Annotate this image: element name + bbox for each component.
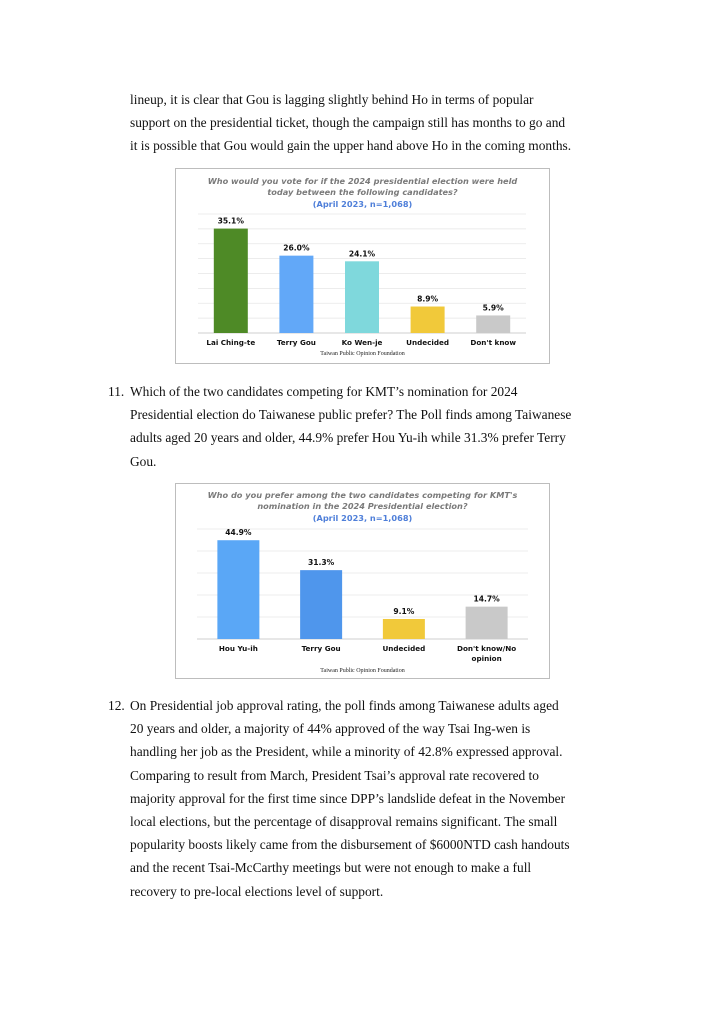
data-label: 8.9% <box>417 294 439 304</box>
tick-label: Don't know/No <box>457 644 517 653</box>
bar <box>466 607 508 639</box>
text-line: majority approval for the first time since DPP’s landslide defeat in the November <box>130 790 566 806</box>
text-line: local elections, but the percentage of disapproval remains significant. The small <box>130 814 558 830</box>
data-label: 9.1% <box>393 606 415 616</box>
intro-paragraph <box>130 88 620 158</box>
chart-title-line: today between the following candidates? <box>267 187 458 197</box>
text-line: handling her job as the President, while a minority of 42.8% expressed approval. <box>130 744 563 760</box>
tick-label: Ko Wen-je <box>341 338 383 347</box>
item-11-paragraph <box>130 380 620 473</box>
data-label: 5.9% <box>482 303 504 313</box>
chart-source: Taiwan Public Opinion Foundation <box>320 668 405 674</box>
text-line: lineup, it is clear that Gou is lagging slightly behind Ho in terms of popular <box>130 92 534 107</box>
text-line: recovery to pre-local elections level of support. <box>130 883 384 899</box>
bar <box>300 570 342 639</box>
text-line: adults aged 20 years and older, 44.9% prefer Hou Yu-ih while 31.3% prefer Terry <box>130 430 566 446</box>
bar <box>279 256 313 333</box>
text-line: Comparing to result from March, President Tsai’s approval rate recovered to <box>130 767 539 783</box>
data-label: 44.9% <box>225 528 252 538</box>
chart-title-line: nomination in the 2024 Presidential election? <box>257 501 468 511</box>
tick-label: Lai Ching-te <box>206 338 256 347</box>
tick-label: Hou Yu-ih <box>218 644 258 653</box>
tick-label: opinion <box>471 654 502 663</box>
text-line: it is possible that Gou would gain the upper hand above Ho in the coming months. <box>130 138 572 154</box>
text-line: support on the presidential ticket, though the campaign still has months to go and <box>130 115 566 131</box>
bar <box>411 307 445 333</box>
tick-label: Terry Gou <box>276 338 316 347</box>
chart-plot <box>176 484 549 678</box>
data-label: 35.1% <box>217 216 244 226</box>
data-label: 31.3% <box>307 558 335 568</box>
text-line: On Presidential job approval rating, the poll finds among Taiwanese adults aged <box>130 698 559 713</box>
text-line: Gou. <box>130 453 157 469</box>
text-line: Presidential election do Taiwanese public prefer? The Poll finds among Taiwanese <box>130 407 572 423</box>
text-line: and the recent Tsai-McCarthy meetings but were not enough to make a full <box>130 860 532 876</box>
data-label: 24.1% <box>348 249 376 259</box>
chart-subtitle: (April 2023, n=1,068) <box>312 199 413 209</box>
data-label: 14.7% <box>473 594 500 604</box>
item-number: 11. <box>108 384 125 399</box>
chart-plot <box>176 169 549 363</box>
chart-source: Taiwan Public Opinion Foundation <box>320 351 405 357</box>
bar <box>214 229 248 333</box>
tick-label: Terry Gou <box>301 644 341 653</box>
item-number: 12. <box>108 698 125 713</box>
text-line: popularity boosts likely came from the disbursement of $6000NTD cash handouts <box>130 837 570 853</box>
tick-label: Undecided <box>382 644 426 653</box>
tick-label: Undecided <box>406 338 450 347</box>
chart-title-line: Who do you prefer among the two candidates competing for KMT's <box>207 490 518 500</box>
chart-subtitle: (April 2023, n=1,068) <box>312 513 413 523</box>
item-12-paragraph <box>130 694 620 903</box>
data-label: 26.0% <box>283 243 310 253</box>
text-line: Which of the two candidates competing for KMT’s nomination for 2024 <box>130 384 518 399</box>
text-line: 20 years and older, a majority of 44% approved of the way Tsai Ing-wen is <box>130 721 531 737</box>
chart-kmt-nomination <box>175 483 550 679</box>
bar <box>345 261 379 333</box>
tick-label: Don't know <box>470 338 517 347</box>
chart-title-line: Who would you vote for if the 2024 presidential election were held <box>207 176 518 186</box>
chart-presidential-vote <box>175 168 550 364</box>
bar <box>217 540 259 639</box>
bar <box>476 315 510 333</box>
bar <box>383 619 425 639</box>
